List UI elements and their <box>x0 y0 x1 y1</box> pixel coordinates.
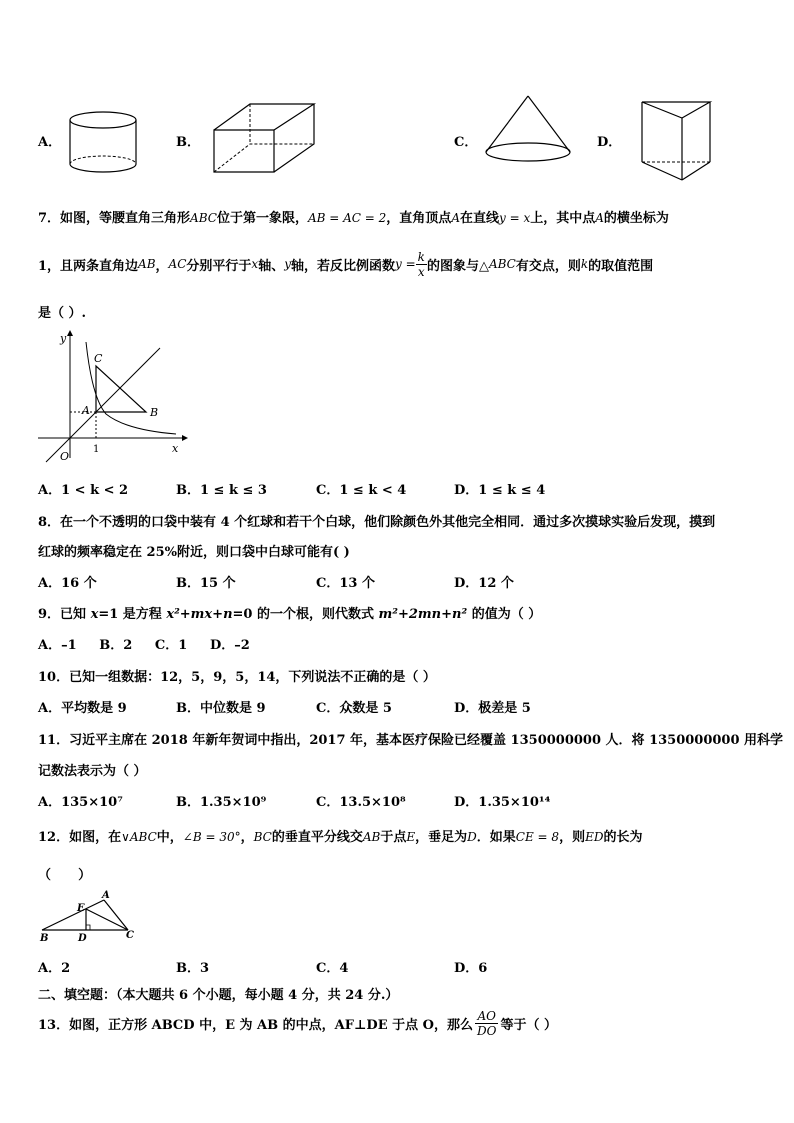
q8-option-a: A．16 个 <box>38 576 97 591</box>
q11-option-b: B．1.35×10⁹ <box>176 795 267 810</box>
q6-option-b-label: B． <box>176 135 200 150</box>
q7-option-d: D．1 ≤ k ≤ 4 <box>454 483 546 498</box>
q11-option-d: D．1.35×10¹⁴ <box>454 795 551 810</box>
q11-option-c: C．13.5×10⁸ <box>316 795 406 810</box>
q7-line3: 是（ ）. <box>38 306 87 321</box>
fig-d-label: D <box>78 933 87 944</box>
fig-b-label: B <box>150 406 159 419</box>
fig-e-label: E <box>77 903 85 914</box>
q12-option-b: B．3 <box>176 961 210 976</box>
q11-option-a: A．135×10⁷ <box>38 795 123 810</box>
q11-line2: 记数法表示为（ ） <box>38 764 147 779</box>
fig-a-label: A <box>102 890 110 901</box>
q7-coordinate-figure <box>36 328 196 468</box>
fig-c-label: C <box>94 352 103 365</box>
q6-option-d-label: D． <box>597 135 622 150</box>
q9-options: A．–1 B．2 C．1 D．–2 <box>38 638 250 653</box>
q10-option-c: C．众数是 5 <box>316 701 392 716</box>
q7-line1: 7．如图，等腰直角三角形ABC位于第一象限，AB = AC = 2，直角顶点A在直线y = x上，其中点A的横坐标为 <box>38 211 669 226</box>
q12-line1: 12．如图，在∨ABC中，∠B = 30°，BC的垂直平分线交AB于点E，垂足为D．如果CE = 8，则ED的长为 <box>38 830 643 845</box>
q7-option-c: C．1 ≤ k < 4 <box>316 483 407 498</box>
q11-line1: 11．习近平主席在 2018 年新年贺词中指出，2017 年，基本医疗保险已经覆盖 1350000000 人．将 1350000000 用科学 <box>38 733 784 748</box>
q8-option-c: C．13 个 <box>316 576 375 591</box>
fig-a-label: A <box>82 404 90 417</box>
cone-figure <box>480 92 576 166</box>
fig-tick-1-label: 1 <box>93 444 100 455</box>
k-over-x-fraction: $\frac{k}{x}$ <box>417 249 425 279</box>
q8-option-b: B．15 个 <box>176 576 236 591</box>
q12-triangle-figure <box>36 890 146 946</box>
q7-option-b: B．1 ≤ k ≤ 3 <box>176 483 267 498</box>
q12-option-a: A．2 <box>38 961 71 976</box>
q7-line2: 1，且两条直角边 AB ， AC 分别平行于 x 轴、 y 轴，若反比例函数 y = $\frac{k}{x}$ 的图象与△ ABC 有交点，则 k 的取值范围 <box>38 249 654 279</box>
q8-option-d: D．12 个 <box>454 576 514 591</box>
q7-option-a: A．1 < k < 2 <box>38 483 129 498</box>
q6-option-a-label: A． <box>38 135 62 150</box>
q10-option-a: A．平均数是 9 <box>38 701 127 716</box>
q10-line1: 10．已知一组数据：12，5，9，5，14，下列说法不正确的是（ ） <box>38 670 436 685</box>
q10-option-d: D．极差是 5 <box>454 701 531 716</box>
q6-option-c-label: C． <box>454 135 478 150</box>
q12-option-c: C．4 <box>316 961 349 976</box>
fig-origin-label: O <box>60 450 70 463</box>
q12-line2: （ ） <box>38 868 92 883</box>
cuboid-figure <box>210 100 320 176</box>
q9-line1: 9．已知 x=1 是方程 x²+mx+n=0 的一个根，则代数式 m²+2mn+n² 的值为（ ） <box>38 607 542 622</box>
q8-line1: 8．在一个不透明的口袋中装有 4 个红球和若干个白球，他们除颜色外其他完全相同．通过多次摸球实验后发现，摸到 <box>38 515 716 530</box>
section-2-heading: 二、填空题：（本大题共 6 个小题，每小题 4 分，共 24 分.） <box>38 988 399 1003</box>
cylinder-figure <box>66 108 140 176</box>
fig-y-label: y <box>60 332 67 345</box>
fig-x-label: x <box>172 442 179 455</box>
fig-b-label: B <box>40 933 49 944</box>
q8-line2: 红球的频率稳定在 25%附近，则口袋中白球可能有( ) <box>38 545 350 560</box>
q10-option-b: B．中位数是 9 <box>176 701 266 716</box>
ao-over-do-fraction: $\frac{AO}{DO}$ <box>477 1008 497 1038</box>
triangular-prism-figure <box>636 98 716 184</box>
q13-line1: 13．如图，正方形 ABCD 中，E 为 AB 的中点，AF⊥DE 于点 O，那么 $\frac{AO}{DO}$ 等于（ ） <box>38 1008 557 1038</box>
fig-c-label: C <box>126 930 134 941</box>
q12-option-d: D．6 <box>454 961 488 976</box>
